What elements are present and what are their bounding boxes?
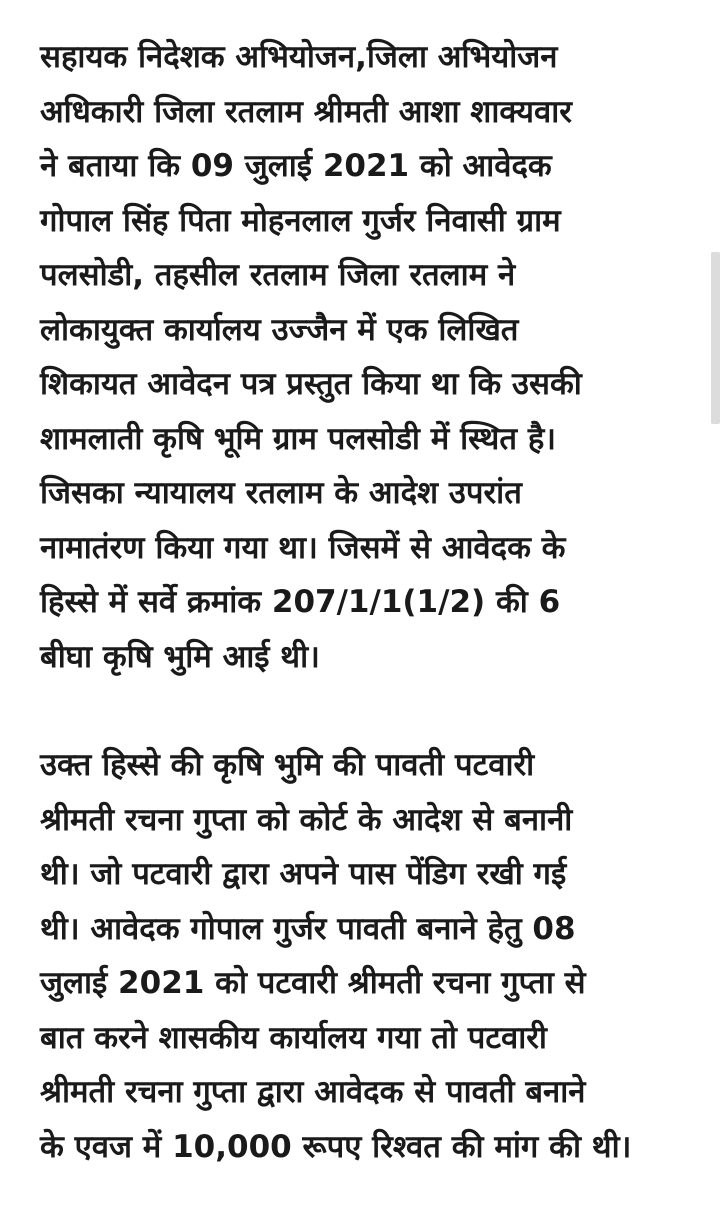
text-line: थी। जो पटवारी द्वारा अपने पास पेंडिग रखी गई [40, 856, 567, 892]
text-line: जुलाई 2021 को पटवारी श्रीमती रचना गुप्ता से [40, 965, 586, 1001]
article-body [40, 30, 690, 1174]
text-line: के एवज में 10,000 रूपए रिश्वत की मांग की थी। [40, 1128, 632, 1165]
text-line: सहायक निदेशक अभियोजन,जिला अभियोजन [40, 39, 558, 75]
text-line: थी। आवेदक गोपाल गुर्जर पावती बनाने हेतु 08 [40, 910, 576, 947]
text-line: शिकायत आवेदन पत्र प्रस्तुत किया था कि उसकी [40, 366, 582, 402]
text-line: जिसका न्यायालय रतलाम के आदेश उपरांत [40, 475, 522, 511]
text-line: श्रीमती रचना गुप्ता द्वारा आवेदक से पावती बनाने [40, 1074, 586, 1110]
paragraph-2 [40, 738, 690, 1174]
text-line: लोकायुक्त कार्यालय उज्जैन में एक लिखित [40, 311, 519, 348]
text-line: पलसोडी, तहसील रतलाम जिला रतलाम ने [40, 257, 516, 293]
paragraph-1 [40, 30, 690, 684]
text-line: ने बताया कि 09 जुलाई 2021 को आवेदक [40, 148, 552, 184]
scrollbar-thumb[interactable] [711, 252, 720, 424]
text-line: नामातंरण किया गया था। जिसमें से आवेदक के [40, 529, 566, 566]
text-line: गोपाल सिंह पिता मोहनलाल गुर्जर निवासी ग्राम [40, 202, 561, 239]
text-line: उक्त हिस्से की कृषि भुमि की पावती पटवारी [40, 747, 535, 783]
text-line: बीघा कृषि भुमि आई थी। [40, 638, 320, 675]
text-line: हिस्से में सर्वे क्रमांक 207/1/1(1/2) की 6 [40, 584, 561, 620]
text-line: शामलाती कृषि भूमि ग्राम पलसोडी में स्थित है। [40, 420, 557, 457]
text-line: श्रीमती रचना गुप्ता को कोर्ट के आदेश से बनानी [40, 801, 573, 838]
text-line: बात करने शासकीय कार्यालय गया तो पटवारी [40, 1019, 547, 1056]
text-line: अधिकारी जिला रतलाम श्रीमती आशा शाक्यवार [40, 93, 572, 130]
